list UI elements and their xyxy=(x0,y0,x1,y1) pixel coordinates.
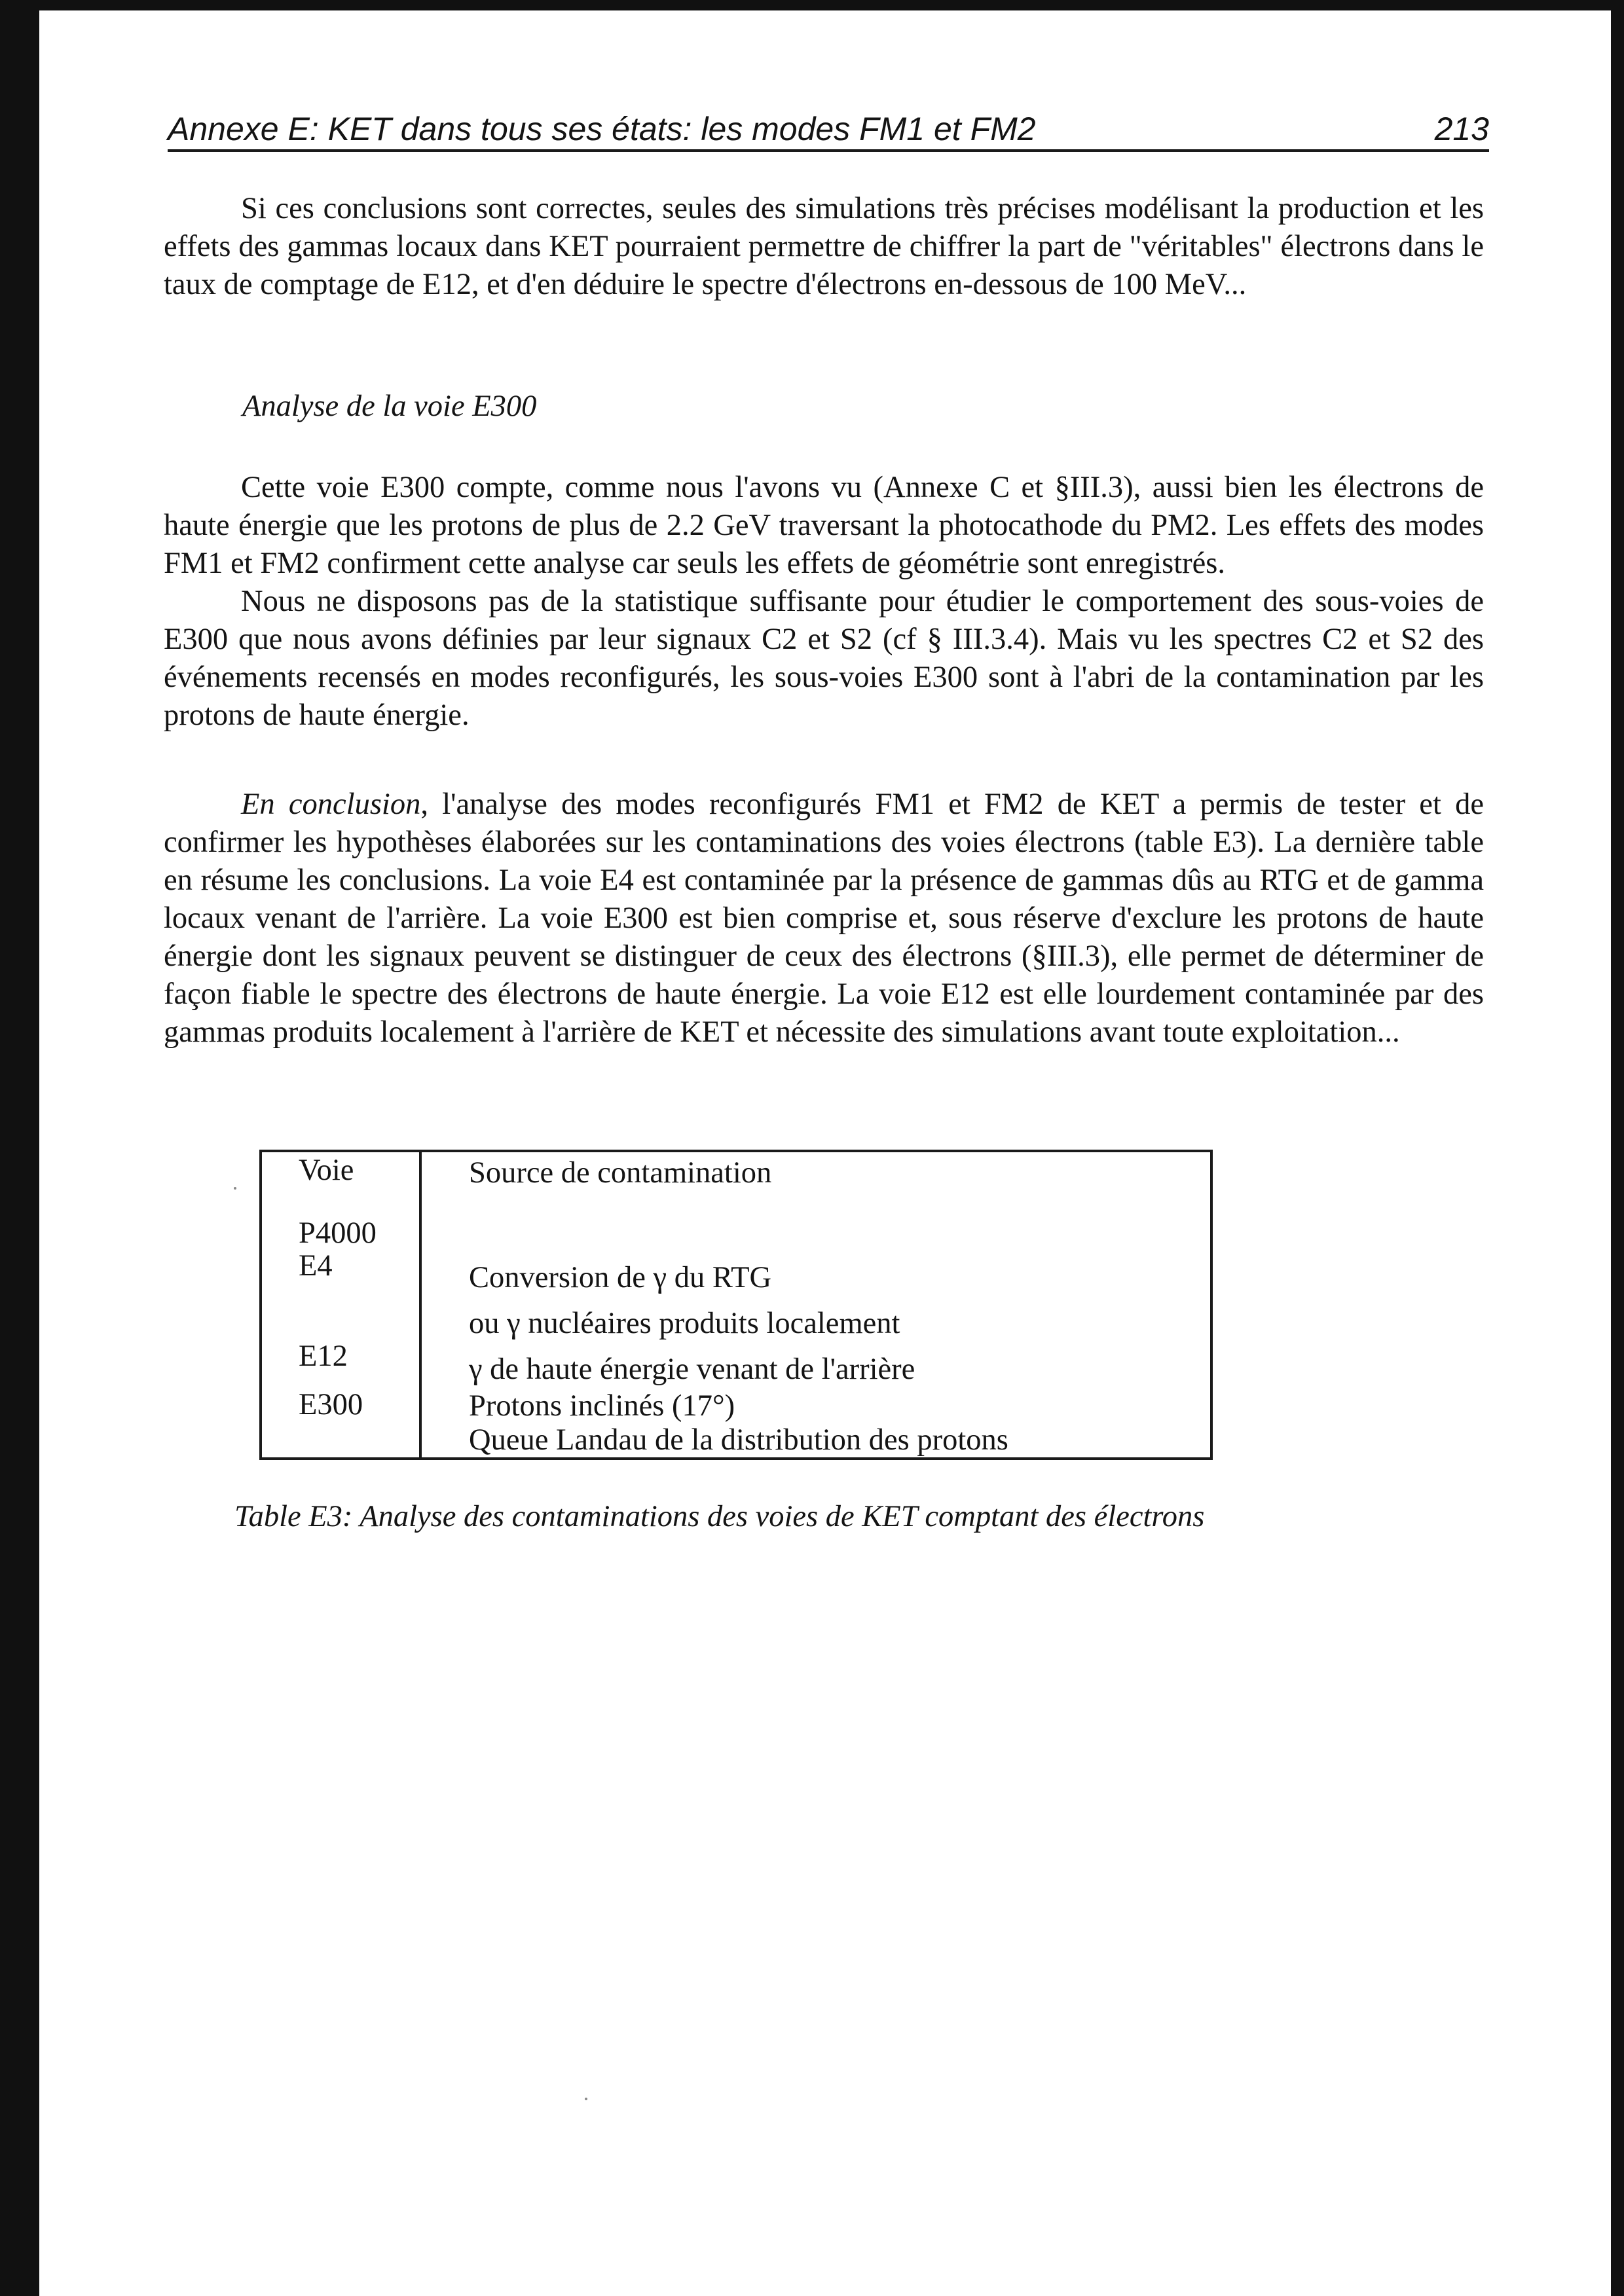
table-cell-p4000: P4000 xyxy=(299,1216,377,1250)
conclusion-text: , l'analyse des modes reconfigurés FM1 et FM2 de KET a permis de tester et de confirmer les hypothèses élaborées sur les contaminations des voies électrons (table E3). La dernière table en résume les conclusions. La voie E4 est contaminée par la présence de gammas dûs au RTG et de gamma locaux venant de l'arrière. La voie E300 est bien comprise et, sous réserve d'exclure les protons de haute énergie dont les signaux peuvent se distinguer de ceux des électrons (§III.3), elle permet de déterminer de façon fiable le spectre des électrons de haute énergie. La voie E12 est elle lourdement contaminée par des gammas produits localement à l'arrière de KET et nécessite des simulations avant toute exploitation... xyxy=(164,788,1484,1049)
table-caption: Table E3: Analyse des contaminations des voies de KET comptant des électrons xyxy=(234,1500,1205,1533)
table-cell-source-rear: γ de haute énergie venant de l'arrière xyxy=(469,1353,915,1386)
table-cell-e300: E300 xyxy=(299,1388,363,1421)
table-header-source: Source de contamination xyxy=(469,1156,772,1190)
table-cell-source-local: ou γ nucléaires produits localement xyxy=(469,1307,900,1340)
subheading-e300: Analyse de la voie E300 xyxy=(242,390,537,423)
page-number: 213 xyxy=(1434,111,1489,147)
scan-speck xyxy=(585,2098,587,2100)
table-cell-e4: E4 xyxy=(299,1249,333,1283)
paragraph-conclusion xyxy=(164,786,1484,1051)
table-cell-source-landau: Queue Landau de la distribution des protons xyxy=(469,1423,1008,1457)
running-header xyxy=(168,109,1489,152)
table-cell-e12: E12 xyxy=(299,1339,348,1373)
scan-speck xyxy=(234,1187,236,1190)
table-header-voie: Voie xyxy=(299,1154,354,1187)
paragraph-simulations: Si ces conclusions sont correctes, seules des simulations très précises modélisant la production et les effets des gammas locaux dans KET pourraient permettre de chiffrer la part de "véritables" électrons dans le taux de comptage de E12, et d'en déduire le spectre d'électrons en-dessous de 100 MeV... xyxy=(164,192,1484,301)
header-title: Annexe E: KET dans tous ses états: les modes FM1 et FM2 xyxy=(168,111,1036,147)
contamination-table xyxy=(259,1150,1213,1460)
paragraph-e300-statistics: Nous ne disposons pas de la statistique suffisante pour étudier le comportement des sous-voies de E300 que nous avons définies par leur signaux C2 et S2 (cf § III.3.4). Mais vu les spectres C2 et S2 des événements recensés en modes reconfigurés, les sous-voies E300 sont à l'abri de la contamination par les protons de haute énergie. xyxy=(164,585,1484,732)
table-column-divider xyxy=(419,1152,422,1457)
paragraph-e300-intro: Cette voie E300 compte, comme nous l'avons vu (Annexe C et §III.3), aussi bien les électrons de haute énergie que les protons de plus de 2.2 GeV traversant la photocathode du PM2. Les effets des modes FM1 et FM2 confirment cette analyse car seuls les effets de géométrie sont enregistrés. xyxy=(164,471,1484,580)
table-cell-source-protons: Protons inclinés (17°) xyxy=(469,1389,735,1423)
table-cell-source-rtg: Conversion de γ du RTG xyxy=(469,1261,772,1294)
conclusion-lead: En conclusion xyxy=(241,788,421,821)
